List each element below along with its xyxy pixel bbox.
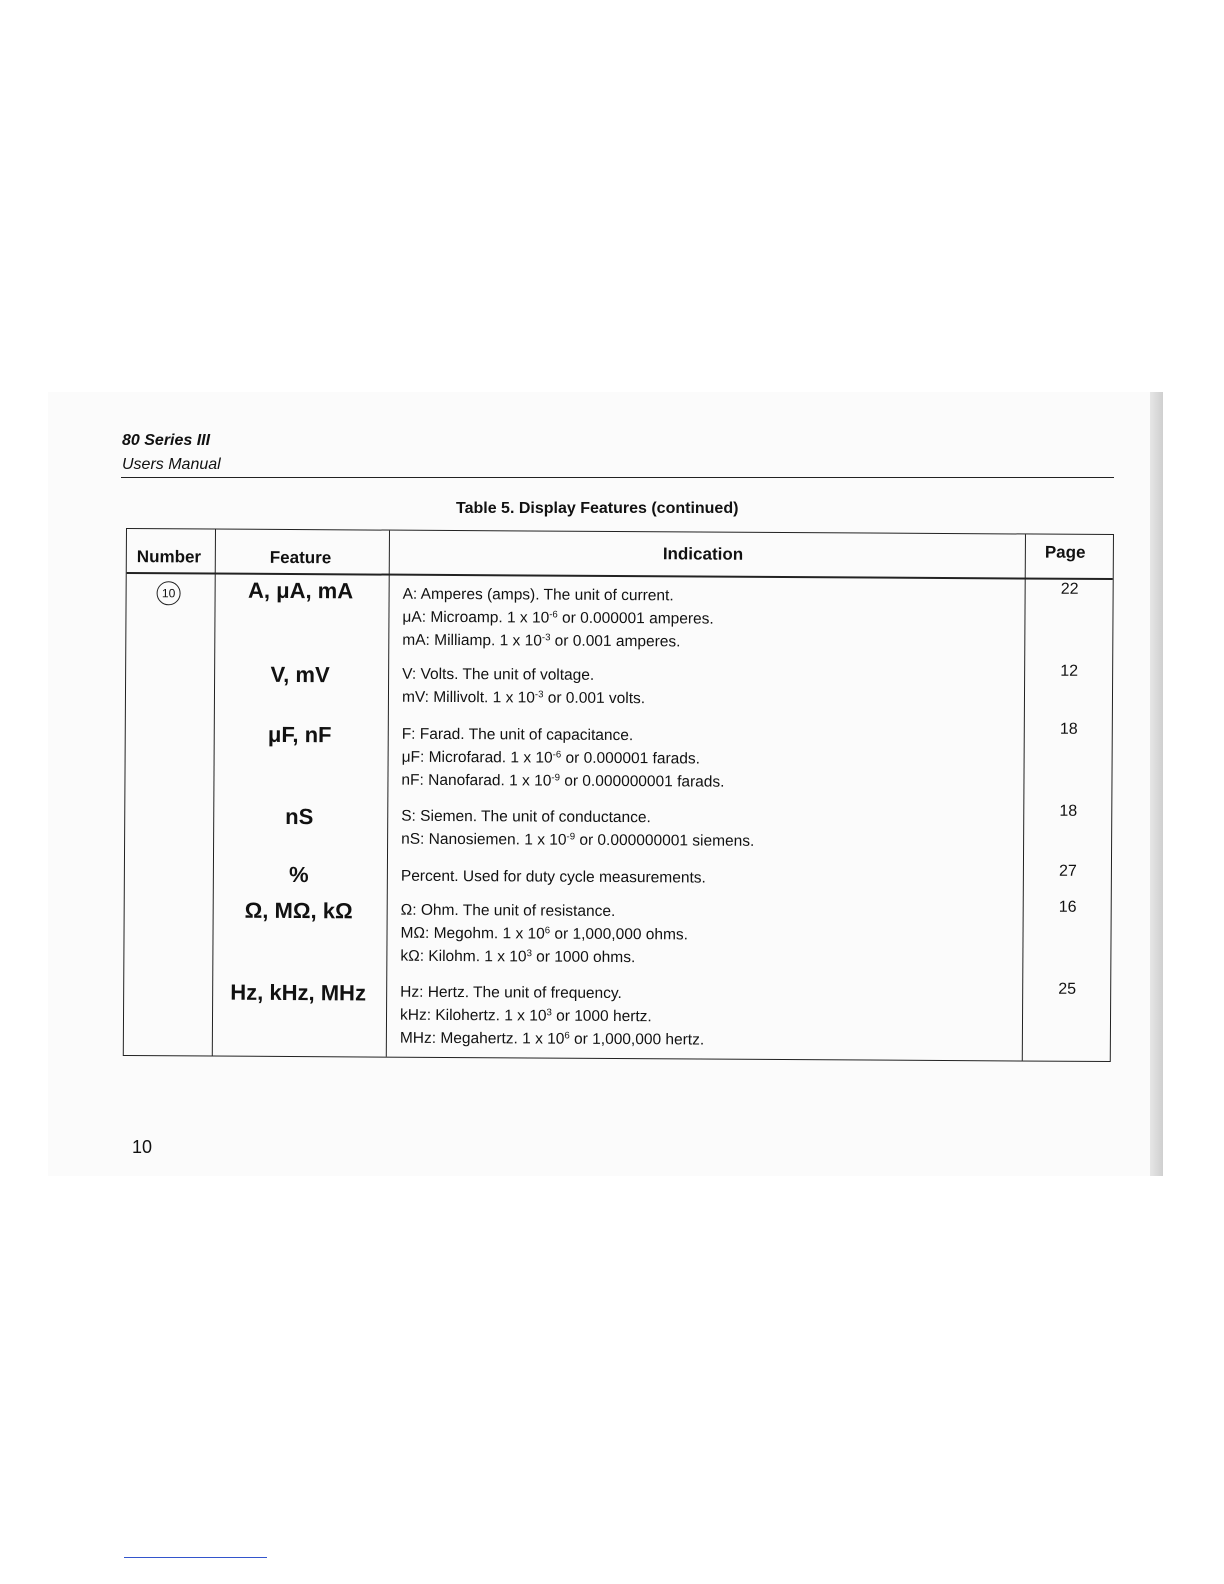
column-header-number: Number: [136, 547, 202, 567]
table-caption: Table 5. Display Features (continued): [456, 500, 739, 517]
indication-text: [402, 583, 714, 654]
indication-line: kΩ: Kilohm. 1 x $10^3$ or 1000 ohms.: [400, 947, 636, 967]
feature-symbol: A, μA, mA: [247, 577, 354, 604]
page-reference: 27: [1058, 862, 1077, 880]
column-divider: [212, 530, 216, 1056]
indication-text: [401, 723, 724, 794]
column-divider: [1022, 534, 1026, 1060]
indication-line: nS: Nanosiemen. 1 x $10^{-9}$ or 0.000000001 siemens.: [401, 830, 755, 850]
feature-symbol: %: [289, 862, 309, 888]
column-divider: [386, 531, 390, 1057]
page-reference: 25: [1058, 980, 1077, 998]
bottom-link-underline: [124, 1557, 267, 1558]
indication-line: S: Siemen. The unit of conductance.: [401, 807, 651, 827]
feature-symbol: μF, nF: [267, 721, 332, 748]
feature-symbol: V, mV: [270, 661, 330, 688]
indication-line: mV: Millivolt. 1 x $10^{-3}$ or 0.001 volts.: [401, 688, 646, 708]
header-series-title: 80 Series III: [122, 432, 211, 449]
indication-line: mA: Milliamp. 1 x $10^{-3}$ or 0.001 amperes.: [402, 631, 681, 651]
page-reference: 16: [1058, 898, 1077, 916]
feature-symbol: Ω, MΩ, kΩ: [244, 897, 353, 924]
page-reference: 22: [1060, 580, 1079, 598]
indication-text: [401, 805, 754, 853]
indication-line: μA: Microamp. 1 x $10^{-6}$ or 0.000001 amperes.: [402, 608, 714, 628]
indication-line: MΩ: Megohm. 1 x $10^6$ or 1,000,000 ohms.: [400, 924, 689, 944]
indication-line: V: Volts. The unit of voltage.: [402, 665, 595, 684]
page-reference: 18: [1059, 720, 1078, 738]
indication-line: Percent. Used for duty cycle measurements.: [400, 867, 706, 887]
display-features-table: [123, 528, 1114, 1062]
indication-line: nF: Nanofarad. 1 x $10^{-9}$ or 0.000000001 farads.: [401, 771, 725, 791]
column-header-indication: Indication: [662, 544, 744, 564]
feature-symbol: nS: [285, 803, 314, 830]
page-reference: 12: [1060, 662, 1079, 680]
indication-line: Hz: Hertz. The unit of frequency.: [400, 983, 622, 1003]
page-reference: 18: [1059, 802, 1078, 820]
column-header-feature: Feature: [269, 547, 332, 568]
header-divider: [121, 477, 1114, 478]
indication-line: μF: Microfarad. 1 x $10^{-6}$ or 0.000001 farads.: [401, 748, 701, 768]
indication-line: A: Amperes (amps). The unit of current.: [402, 585, 674, 605]
header-manual-title: Users Manual: [122, 456, 221, 473]
indication-line: kHz: Kilohertz. 1 x $10^3$ or 1000 hertz.: [399, 1006, 652, 1026]
page-number: 10: [132, 1137, 153, 1157]
feature-symbol: Hz, kHz, MHz: [230, 979, 367, 1006]
display-number-badge: 10: [157, 581, 181, 605]
indication-text: [400, 899, 688, 970]
column-header-page: Page: [1044, 542, 1086, 562]
indication-line: MHz: Megahertz. 1 x $10^6$ or 1,000,000 hertz.: [399, 1029, 705, 1049]
indication-text: [401, 865, 706, 890]
indication-line: Ω: Ohm. The unit of resistance.: [400, 901, 616, 920]
indication-text: [400, 981, 705, 1052]
indication-line: F: Farad. The unit of capacitance.: [401, 725, 634, 745]
indication-text: [402, 663, 645, 710]
scan-shadow-edge: [1150, 392, 1163, 1176]
